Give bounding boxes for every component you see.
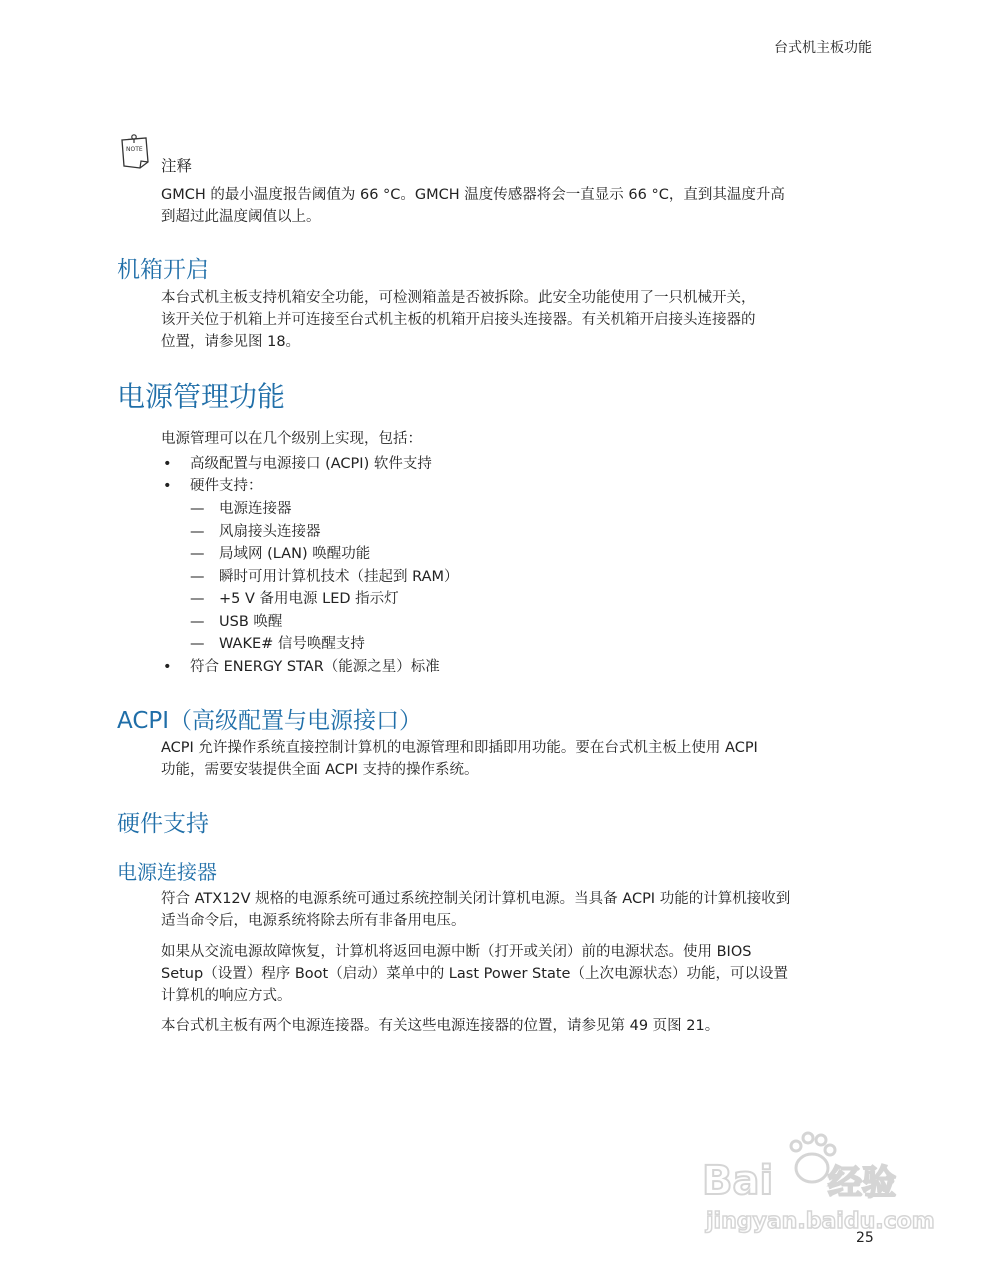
list-item: [161, 475, 861, 656]
note-icon-label: NOTE: [126, 146, 143, 153]
svg-text:jingyan.baidu.com: jingyan.baidu.com: [706, 1209, 935, 1234]
hardware-heading: 硬件支持: [117, 811, 209, 837]
list-item: [161, 453, 861, 475]
note-line: GMCH 的最小温度报告阈值为 66 °C。GMCH 温度传感器将会一直显示 66 °C，直到其温度升高: [161, 187, 785, 203]
paragraph-line: 如果从交流电源故障恢复，计算机将返回电源中断（打开或关闭）前的电源状态。使用 BIOS: [161, 944, 752, 960]
sub-list-item-text: WAKE# 信号唤醒支持: [219, 636, 365, 652]
sub-list-item: [190, 543, 861, 566]
chassis-body: [161, 287, 756, 353]
bullet-icon: •: [163, 658, 172, 675]
bullet-icon: •: [163, 478, 172, 494]
note-line: 到超过此温度阈值以上。: [161, 209, 321, 225]
note-icon: [118, 132, 152, 172]
hardware-support-sublist: [190, 498, 861, 656]
svg-text:经验: 经验: [828, 1163, 896, 1203]
note-body: [161, 184, 785, 228]
paragraph-line: 符合 ATX12V 规格的电源系统可通过系统控制关闭计算机电源。当具备 ACPI 功能的计算机接收到: [161, 891, 791, 907]
list-item-text: 硬件支持：: [190, 478, 263, 494]
acpi-line: ACPI 允许操作系统直接控制计算机的电源管理和即插即用功能。要在台式机主板上使用 ACPI: [161, 740, 758, 756]
sub-list-item: [190, 611, 861, 634]
list-item-text: 符合 ENERGY STAR（能源之星）标准: [190, 658, 440, 675]
list-item-text: 高级配置与电源接口 (ACPI) 软件支持: [190, 456, 432, 472]
sub-list-item-text: 瞬时可用计算机技术（挂起到 RAM）: [219, 568, 459, 585]
sub-list-item-text: 风扇接头连接器: [219, 523, 321, 540]
dash-icon: —: [190, 501, 205, 517]
svg-text:Bai: Bai: [702, 1158, 774, 1204]
paragraph-line: 计算机的响应方式。: [161, 988, 292, 1004]
dash-icon: —: [190, 568, 205, 585]
sub-list-item: [190, 633, 861, 656]
baidu-watermark-logo: [700, 1128, 935, 1238]
running-header: 台式机主板功能: [774, 40, 872, 56]
power-mgmt-list: [161, 453, 861, 678]
list-item: [161, 656, 861, 678]
sub-list-item-text: USB 唤醒: [219, 613, 283, 630]
power-connector-para-3: 本台式机主板有两个电源连接器。有关这些电源连接器的位置，请参见第 49 页图 21。: [161, 1018, 720, 1034]
acpi-heading: ACPI（高级配置与电源接口）: [117, 708, 423, 734]
page-number: 25: [856, 1230, 874, 1246]
power-connector-heading: 电源连接器: [117, 860, 217, 884]
acpi-body: [161, 737, 758, 781]
sub-list-item: [190, 521, 861, 544]
paragraph-line: 适当命令后，电源系统将除去所有非备用电压。: [161, 913, 466, 929]
chassis-line: 本台式机主板支持机箱安全功能，可检测箱盖是否被拆除。此安全功能使用了一只机械开关，: [161, 290, 756, 306]
sub-list-item: [190, 566, 861, 589]
chassis-heading: 机箱开启: [117, 257, 209, 283]
dash-icon: —: [190, 636, 205, 652]
dash-icon: —: [190, 546, 205, 562]
acpi-line: 功能，需要安装提供全面 ACPI 支持的操作系统。: [161, 762, 479, 778]
power-mgmt-intro: 电源管理可以在几个级别上实现，包括：: [161, 431, 422, 447]
sub-list-item-text: +5 V 备用电源 LED 指示灯: [219, 591, 399, 607]
bullet-icon: •: [163, 456, 172, 472]
sub-list-item: [190, 588, 861, 611]
power-mgmt-heading: 电源管理功能: [117, 380, 286, 413]
sub-list-item-text: 电源连接器: [219, 501, 292, 517]
note-title: 注释: [161, 157, 193, 175]
power-connector-para-2: [161, 941, 788, 1007]
dash-icon: —: [190, 523, 205, 540]
chassis-line: 该开关位于机箱上并可连接至台式机主板的机箱开启接头连接器。有关机箱开启接头连接器的: [161, 312, 756, 328]
sub-list-item: [190, 498, 861, 521]
dash-icon: —: [190, 591, 205, 607]
dash-icon: —: [190, 613, 205, 630]
chassis-line: 位置，请参见图 18。: [161, 334, 301, 350]
power-connector-para-1: [161, 888, 790, 932]
sub-list-item-text: 局域网 (LAN) 唤醒功能: [219, 546, 371, 562]
paragraph-line: Setup（设置）程序 Boot（启动）菜单中的 Last Power State（上次电源状态）功能，可以设置: [161, 966, 788, 982]
